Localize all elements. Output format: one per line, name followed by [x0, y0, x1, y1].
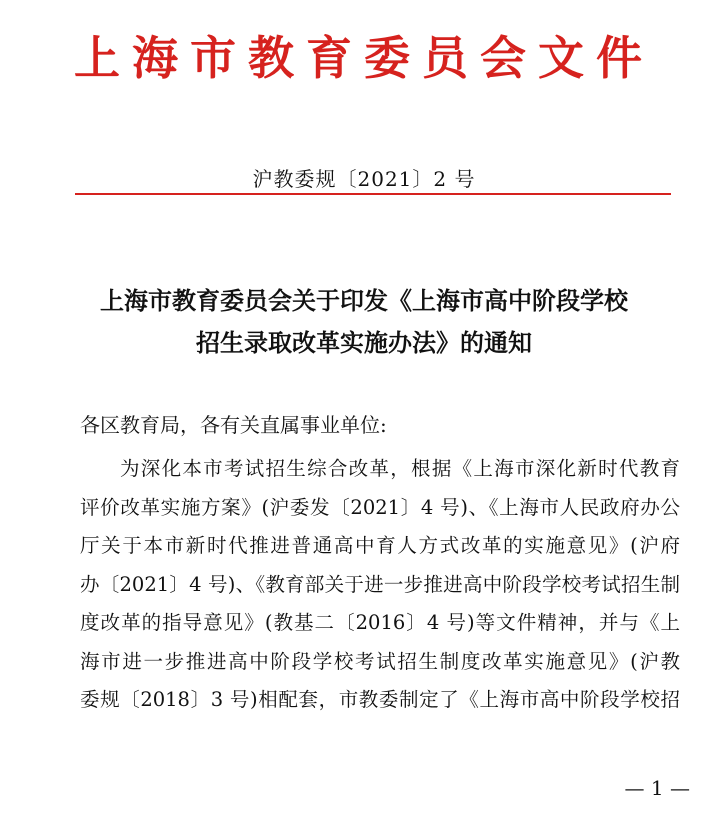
- body-line: 评价改革实施方案》(沪委发〔2021〕4 号)、《上海市人民政府办公: [80, 495, 680, 519]
- body-line: 厅关于本市新时代推进普通高中育人方式改革的实施意见》(沪府: [80, 534, 680, 557]
- body-paragraph: [80, 450, 680, 720]
- body-line: 度改革的指导意见》(教基二〔2016〕4 号)等文件精神，并与《上: [80, 611, 680, 634]
- greeting-line: 各区教育局，各有关直属事业单位:: [80, 413, 387, 437]
- body-line: 为深化本市考试招生综合改革，根据《上海市深化新时代教育: [120, 457, 680, 480]
- body-line: 委规〔2018〕3 号)相配套，市教委制定了《上海市高中阶段学校招: [80, 688, 680, 711]
- title-line-2: 招生录取改革实施办法》的通知: [196, 328, 532, 357]
- body-line: 海市进一步推进高中阶段学校考试招生制度改革实施意见》(沪教: [80, 649, 680, 673]
- red-divider-line: [75, 193, 671, 195]
- notice-title: [60, 280, 668, 364]
- title-line-1: 上海市教育委员会关于印发《上海市高中阶段学校: [100, 286, 628, 315]
- issuer-header: 上海市教育委员会文件: [74, 31, 654, 85]
- document-number: 沪教委规〔2021〕2 号: [252, 167, 476, 191]
- page-number: — 1 —: [624, 776, 690, 800]
- body-line: 办〔2021〕4 号)、《教育部关于进一步推进高中阶段学校考试招生制: [80, 572, 680, 596]
